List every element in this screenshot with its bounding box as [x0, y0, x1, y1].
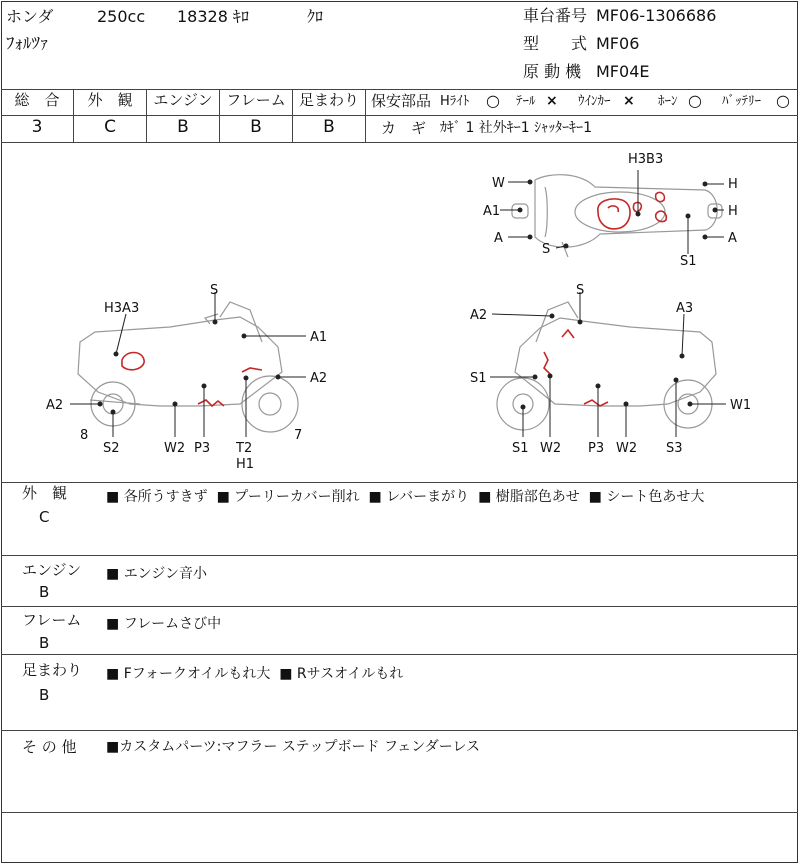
grade-value-frame: B: [250, 117, 262, 137]
safety-label: 保安部品: [371, 92, 432, 110]
engine-value: MF04E: [596, 62, 650, 81]
label-left-a2: A2: [46, 398, 64, 413]
remark-label: 外 観: [22, 484, 68, 502]
label-left-a1: A1: [310, 330, 328, 345]
key-label: カ ギ: [381, 119, 427, 137]
remark-grade: B: [39, 583, 50, 601]
displacement: 250cc: [97, 7, 146, 26]
label-right-p3: P3: [588, 441, 605, 456]
label-top-w: W: [492, 176, 505, 191]
model-name: ﾌｫﾙﾂｧ: [6, 34, 49, 54]
divider: [1, 115, 366, 116]
label-right-s1b: S1: [512, 441, 529, 456]
grade-label-exterior: 外 観: [87, 91, 133, 109]
label-top-a2: A: [728, 231, 737, 246]
label-left-7: 7: [294, 428, 303, 443]
grade-value-suspension: B: [323, 117, 335, 137]
grade-label-engine: エンジン: [153, 91, 213, 109]
color: ｸﾛ: [307, 7, 324, 26]
label-left-t2: T2: [236, 441, 253, 456]
safety-mark-tail: ×: [546, 93, 558, 109]
label-left-h1: H1: [236, 457, 255, 472]
remark-items: ■ エンジン音小: [106, 566, 207, 582]
grade-label-frame: フレーム: [226, 91, 286, 109]
label-left-w2: W2: [164, 441, 186, 456]
divider: [1, 555, 798, 556]
remark-label: 足まわり: [22, 661, 83, 679]
label-left-h3a3: H3A3: [104, 301, 140, 316]
divider: [1, 730, 798, 731]
label-left-8: 8: [80, 428, 89, 443]
left-side-view: [46, 283, 327, 472]
divider: [365, 89, 366, 142]
other-label: そ の 他: [22, 738, 77, 756]
remark-items: ■ 各所うすきず ■ プーリーカバー削れ ■ レバーまがり ■ 樹脂部色あせ ■ シート色あせ大: [106, 489, 705, 505]
label-top-h2: H: [728, 204, 738, 219]
safety-mark-battery: ○: [776, 91, 790, 110]
divider: [1, 812, 798, 813]
remark-item: Rサスオイルもれ: [296, 666, 404, 682]
remark-item: エンジン音小: [123, 566, 207, 582]
label-right-w2b: W2: [616, 441, 638, 456]
frame-no-label: 車台番号: [523, 6, 588, 25]
label-left-a2b: A2: [310, 371, 328, 386]
divider: [1, 654, 798, 655]
engine-label: 原 動 機: [523, 62, 582, 81]
label-top-s1: S1: [680, 254, 697, 269]
remark-item: 各所うすきず: [123, 489, 208, 505]
remark-grade: B: [39, 686, 50, 704]
mileage: 18328 ｷﾛ: [177, 7, 249, 26]
remark-item: フレームさび中: [123, 616, 222, 632]
label-left-s: S: [210, 283, 219, 298]
right-side-view: [470, 283, 751, 456]
top-view: [483, 152, 738, 269]
label-right-s3: S3: [666, 441, 683, 456]
label-top-a: A: [494, 231, 503, 246]
divider: [1, 482, 798, 483]
divider: [1, 606, 798, 607]
safety-mark-horn: ○: [688, 91, 702, 110]
maker: ホンダ: [6, 7, 54, 26]
label-top-a1: A1: [483, 204, 501, 219]
remark-item: レバーまがり: [386, 489, 470, 505]
label-top-h3b3: H3B3: [628, 152, 664, 167]
label-left-p3: P3: [194, 441, 211, 456]
safety-item-tail: ﾃｰﾙ: [516, 94, 536, 109]
damage-diagram: [0, 142, 800, 482]
label-right-s1: S1: [470, 371, 487, 386]
remark-item: プーリーカバー削れ: [234, 489, 360, 505]
frame-no: MF06-1306686: [596, 6, 717, 25]
grade-value-overall: 3: [31, 117, 43, 137]
divider: [1, 89, 798, 90]
label-right-s: S: [576, 283, 585, 298]
label-right-w1: W1: [730, 398, 752, 413]
remark-items: ■ Fフォークオイルもれ大 ■ Rサスオイルもれ: [106, 666, 404, 682]
label-right-a3: A3: [676, 301, 694, 316]
other-text: ■カスタムパーツ:マフラー ステップボード フェンダーレス: [106, 739, 481, 755]
key-value: ｶｷﾞ 1 社外ｷｰ1 ｼｬｯﾀｰｷｰ1: [440, 120, 593, 136]
label-top-s: S: [542, 242, 551, 257]
grade-label-suspension: 足まわり: [298, 91, 359, 109]
label-right-a2: A2: [470, 308, 488, 323]
type-label: 型 式: [523, 34, 588, 53]
grade-value-exterior: C: [104, 117, 116, 137]
safety-item-headlight: Hﾗｲﾄ: [440, 94, 470, 109]
remark-item: 樹脂部色あせ: [495, 489, 580, 505]
grade-label-overall: 総 合: [14, 91, 60, 109]
remark-label: エンジン: [22, 561, 82, 579]
divider: [366, 115, 798, 116]
safety-mark-headlight: ○: [486, 91, 500, 110]
label-right-w2: W2: [540, 441, 562, 456]
safety-item-winker: ｳｲﾝｶｰ: [578, 94, 611, 109]
label-top-h: H: [728, 177, 738, 192]
remark-grade: C: [39, 508, 50, 526]
safety-item-horn: ﾎｰﾝ: [658, 94, 678, 109]
remark-grade: B: [39, 634, 50, 652]
grade-value-engine: B: [177, 117, 189, 137]
remark-items: ■ フレームさび中: [106, 616, 222, 632]
remark-label: フレーム: [22, 611, 82, 629]
remark-item: シート色あせ大: [606, 489, 705, 505]
type-value: MF06: [596, 34, 640, 53]
label-left-s2: S2: [103, 441, 120, 456]
safety-item-battery: ﾊﾞｯﾃﾘｰ: [722, 94, 761, 109]
remark-item: Fフォークオイルもれ大: [123, 666, 271, 682]
safety-mark-winker: ×: [623, 93, 635, 109]
